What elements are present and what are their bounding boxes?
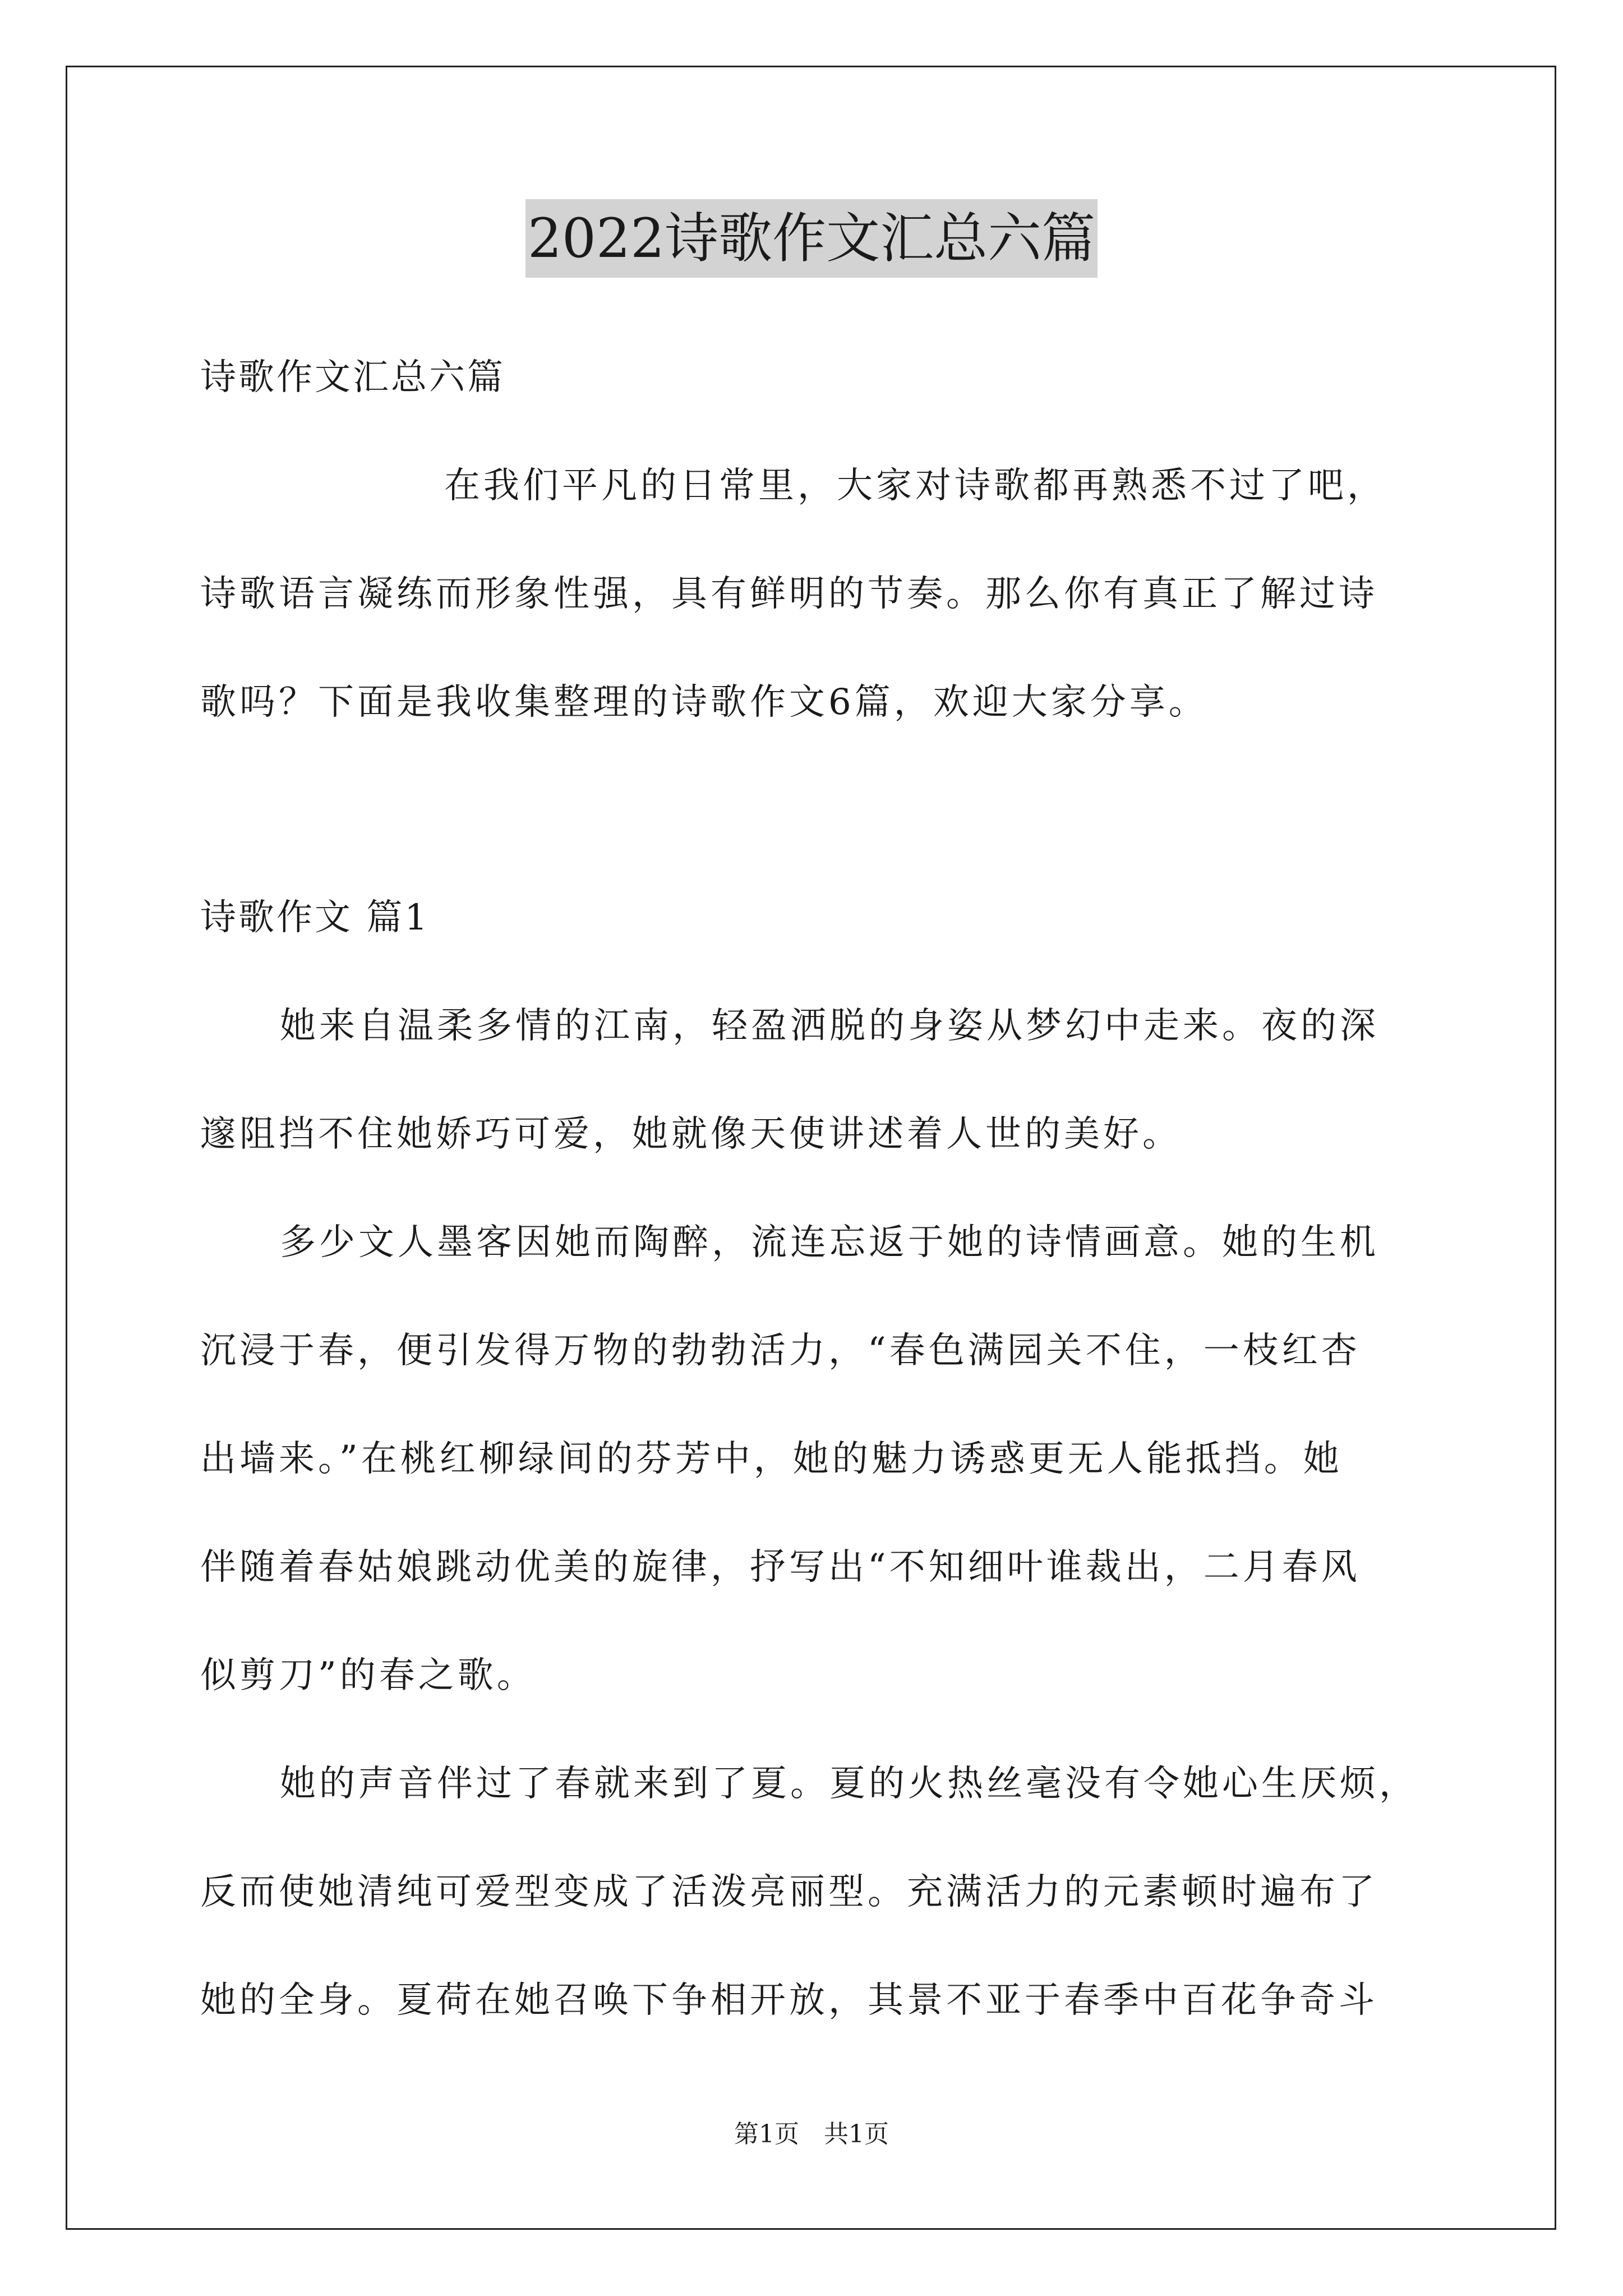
- intro-paragraph: [200, 432, 1428, 757]
- subtitle: 诗歌作文汇总六篇: [200, 357, 505, 398]
- intro-line-1: 在我们平凡的日常里，大家对诗歌都再熟悉不过了吧，: [444, 465, 1386, 507]
- subtitle-block: [200, 324, 1428, 432]
- para2-line-2: 沉浸于春，便引发得万物的勃勃活力，“春色满园关不住，一枝红杏: [200, 1330, 1361, 1372]
- para2-line-5: 似剪刀”的春之歌。: [200, 1655, 536, 1696]
- section-heading-block: [200, 864, 1428, 972]
- intro-line-3: 歌吗？下面是我收集整理的诗歌作文6篇，欢迎大家分享。: [200, 682, 1208, 723]
- page-footer: 第1页 共1页: [734, 2120, 889, 2148]
- title-wrap: [0, 199, 1623, 278]
- para2-line-3: 出墙来。”在桃红柳绿间的芬芳中，她的魅力诱惑更无人能抵挡。她: [200, 1438, 1343, 1480]
- document-title: 2022诗歌作文汇总六篇: [525, 199, 1098, 278]
- para3-line-2: 反而使她清纯可爱型变成了活泼亮丽型。充满活力的元素顿时遍布了: [200, 1871, 1378, 1913]
- para1-line-2: 邃阻挡不住她娇巧可爱，她就像天使讲述着人世的美好。: [200, 1114, 1182, 1155]
- para3-line-3: 她的全身。夏荷在她召唤下争相开放，其景不亚于春季中百花争奇斗: [200, 1980, 1378, 2021]
- para1-line-1: 她来自温柔多情的江南，轻盈洒脱的身姿从梦幻中走来。夜的深: [280, 1005, 1379, 1047]
- paragraph-2: [200, 1189, 1428, 1730]
- paragraph-1: [200, 972, 1428, 1189]
- para2-line-1: 多少文人墨客因她而陶醉，流连忘返于她的诗情画意。她的生机: [280, 1222, 1379, 1263]
- section-heading: 诗歌作文 篇1: [200, 897, 430, 938]
- paragraph-3: [200, 1730, 1428, 2055]
- para2-line-4: 伴随着春姑娘跳动优美的旋律，抒写出“不知细叶谁裁出，二月春风: [200, 1547, 1361, 1588]
- intro-line-2: 诗歌语言凝练而形象性强，具有鲜明的节奏。那么你有真正了解过诗: [200, 573, 1378, 615]
- para3-line-1: 她的声音伴过了春就来到了夏。夏的火热丝毫没有令她心生厌烦，: [280, 1763, 1418, 1805]
